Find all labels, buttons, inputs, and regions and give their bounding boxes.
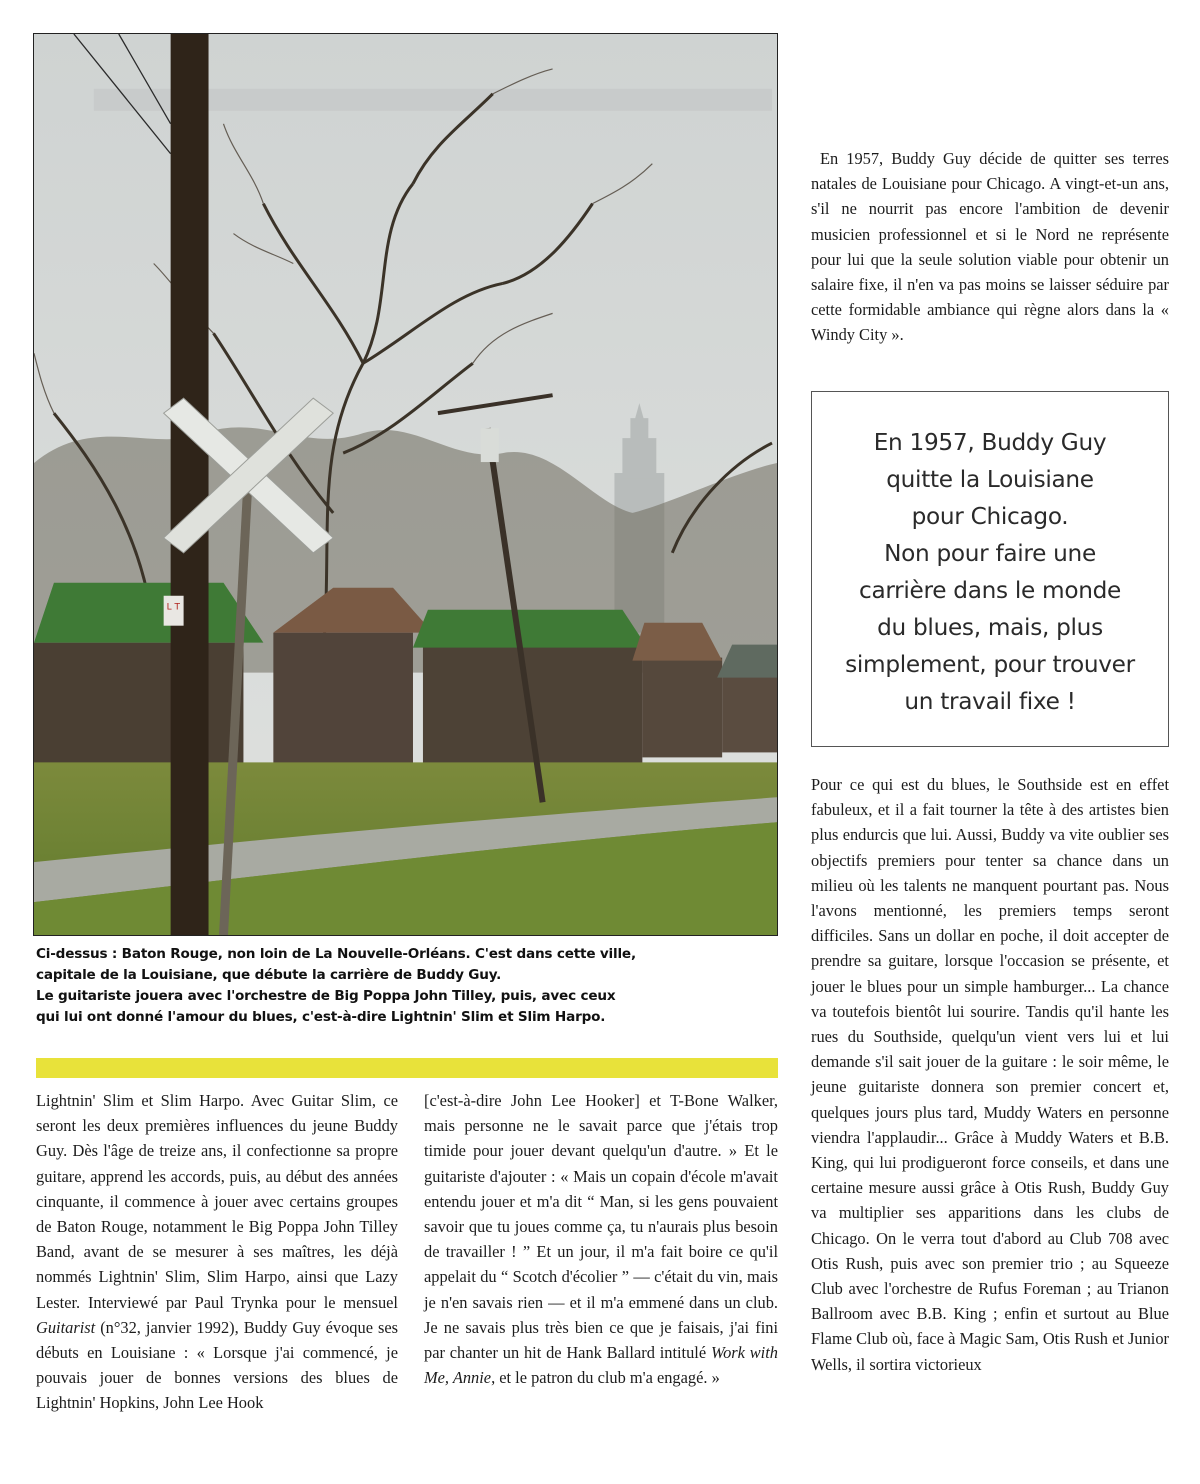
photo-baton-rouge (33, 33, 778, 936)
middle-paragraph (424, 1088, 778, 1390)
pullquote-line: simplement, pour trouver (845, 651, 1135, 678)
pullquote-line: du blues, mais, plus (877, 614, 1103, 641)
sign-text: L T (166, 602, 180, 613)
caption-line-4: qui lui ont donné l'amour du blues, c'est-à-dire Lightnin' Slim et Slim Harpo. (36, 1009, 606, 1025)
mid-text-part-2: , et le patron du club m'a engagé. » (491, 1368, 720, 1388)
pullquote-line: un travail fixe ! (904, 688, 1076, 715)
photo-illustration (34, 34, 777, 935)
left-column (36, 1088, 398, 1416)
pullquote-line: En 1957, Buddy Guy (873, 429, 1107, 456)
middle-column (424, 1088, 778, 1390)
left-text-part-1: Lightnin' Slim et Slim Harpo. Avec Guitar Slim, ce seront les deux premières influences du jeune Buddy Guy. Dès l'âge de treize ans, il confectionne sa propre guitare, apprend les accords, puis, au début des années cinquante, il commence à jouer avec certains groupes de Baton Rouge, notamment le Big Poppa John Tilley Band, avant de se mesurer à ses maîtres, les déjà nommés Lightnin' Slim, Slim Harpo, ainsi que Lazy Lester. Interviewé par Paul Trynka pour le mensuel (36, 1091, 398, 1312)
right-top-paragraph (811, 146, 1169, 348)
magazine-title: Guitarist (36, 1317, 96, 1337)
photo-caption (36, 944, 781, 1028)
pullquote-line: Non pour faire une (884, 540, 1096, 567)
left-text-part-2: (n°32, janvier 1992), Buddy Guy évoque ses débuts en Louisiane : « Lorsque j'ai commencé, je pouvais jouer de bonnes versions des blues de Lightnin' Hopkins, John Lee Hook (36, 1317, 398, 1413)
pullquote-line: quitte la Louisiane (886, 466, 1094, 493)
main-pole (171, 34, 209, 935)
caption-line-3: Le guitariste jouera avec l'orchestre de Big Poppa John Tilley, puis, avec ceux (36, 988, 616, 1004)
right-bottom-paragraph (811, 772, 1169, 1377)
right-top-text: En 1957, Buddy Guy décide de quitter ses terres natales de Louisiane pour Chicago. A vingt-et-un ans, s'il ne nourrit pas encore l'ambition de devenir musicien professionnel et si le Nord ne représente pour lui que la seule solution viable pour obtenir un salaire fixe, il n'en va pas moins se laisser séduire par cette formidable ambiance qui règne alors dans la « Windy City ». (811, 149, 1169, 345)
yellow-divider (36, 1058, 778, 1078)
right-bottom-text: Pour ce qui est du blues, le Southside est en effet fabuleux, et il a fait tourner la tête à des artistes bien plus endurcis que lui. Aussi, Buddy va vite oublier ses objectifs premiers pour tenter sa chance dans un milieu où les talents ne manquent pourtant pas. Nous l'avons mentionné, les premiers temps seront difficiles. Sans un dollar en poche, il doit accepter de prendre sa guitare, lorsque l'occasion se présente, et jouer le blues pour un simple hamburger... La chance va toutefois bientôt lui sourire. Tandis qu'il hante les rues du Southside, quelqu'un vient vers lui et lui demande s'il sait jouer de la guitare : le soir même, le jeune guitariste donnera son premier concert et, quelques jours plus tard, Muddy Waters en personne viendra l'applaudir... Grâce à Muddy Waters et B.B. King, qui lui prodigueront force conseils, et dans une certaine mesure aussi grâce à Otis Rush, Buddy Guy va multiplier ses apparitions dans les clubs de Chicago. On le verra tout d'abord au Club 708 avec Otis Rush, puis avec son premier trio ; au Squeeze Club avec l'orchestre de Rufus Foreman ; au Trianon Ballroom avec B.B. King ; enfin et surtout au Blue Flame Club où, face à Magic Sam, Otis Rush et Junior Wells, il sortira victorieux (811, 775, 1169, 1374)
song-title: Work with Me, Annie (424, 1343, 778, 1388)
left-paragraph (36, 1088, 398, 1416)
caption-line-2: capitale de la Louisiane, que débute la carrière de Buddy Guy. (36, 967, 502, 983)
pullquote-line: pour Chicago. (911, 503, 1069, 530)
pullquote-line: carrière dans le monde (859, 577, 1121, 604)
pull-quote (811, 391, 1169, 747)
mid-text-part-1: [c'est-à-dire John Lee Hooker] et T-Bone Walker, mais personne ne le savait parce que j'étais trop timide pour jouer devant quelqu'un d'autre. » Et le guitariste d'ajouter : « Mais un copain d'école m'avait entendu jouer et m'a dit “ Man, si les gens pouvaient savoir que tu joues comme ça, tu n'aurais plus besoin de travailler ! ” Et un jour, il m'a fait boire ce qu'il appelait du “ Scotch d'écolier ” — c'était du vin, mais je n'en savais rien — et il m'a emmené dans un club. Je ne savais plus très bien ce que je faisais, j'ai fini par chanter un hit de Hank Ballard intitulé (424, 1091, 778, 1363)
caption-line-1: Ci-dessus : Baton Rouge, non loin de La Nouvelle-Orléans. C'est dans cette ville, (36, 946, 636, 962)
